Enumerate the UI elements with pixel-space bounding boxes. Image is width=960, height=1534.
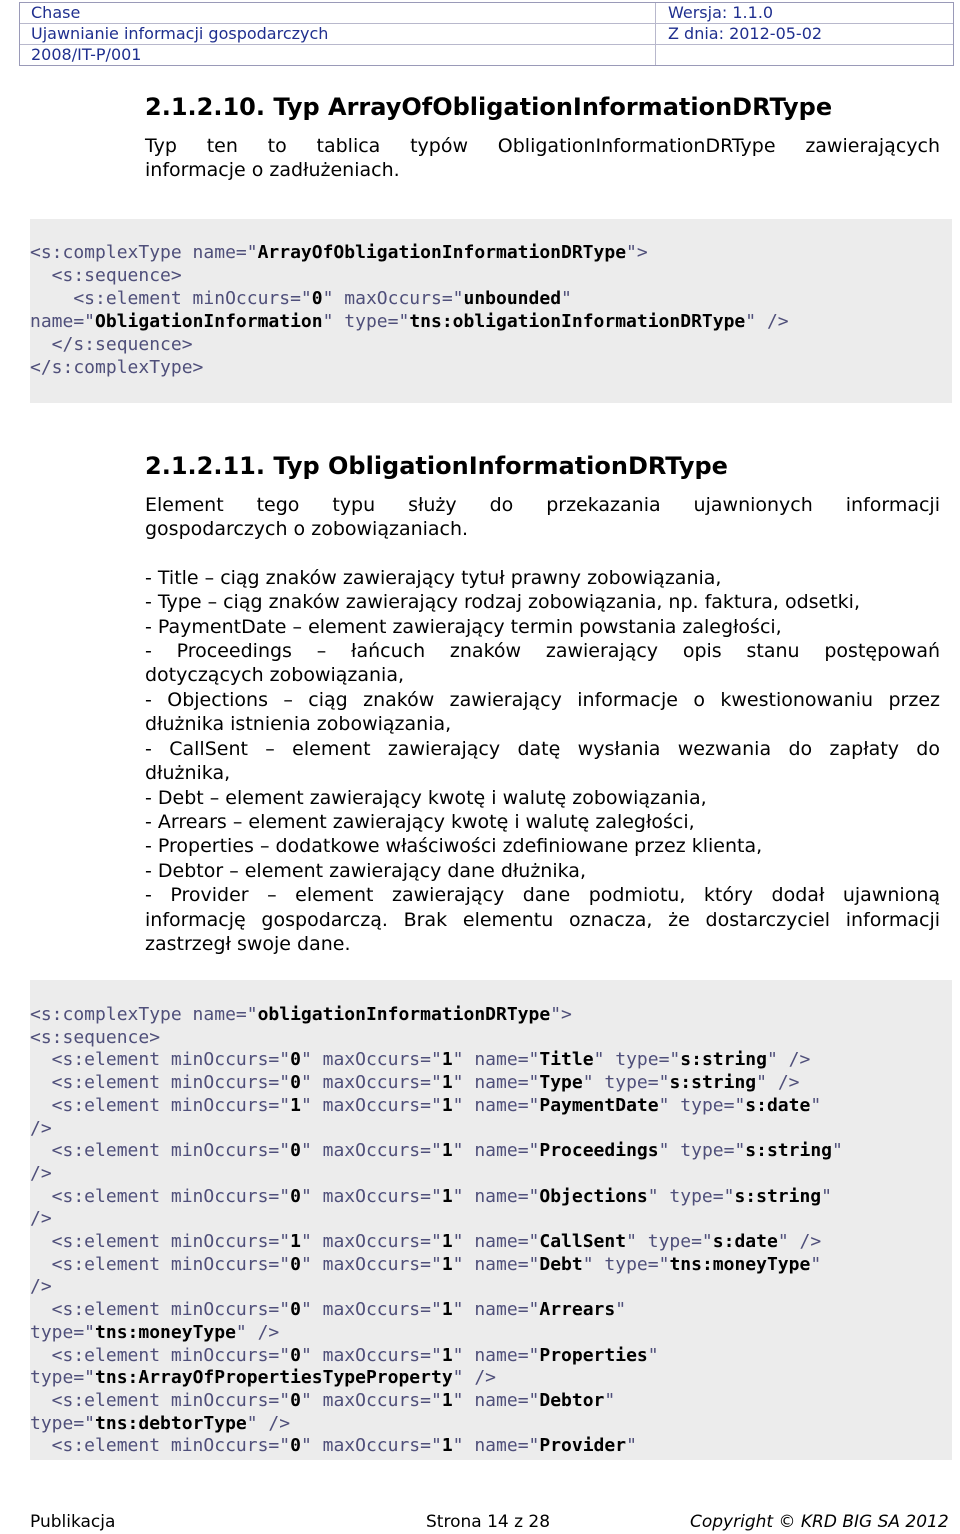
code-line: <s:element minOccurs="0" maxOccurs="1" name="Debtor" [30,1389,616,1411]
code-line: </s:sequence> [30,334,193,355]
footer-page-number: Strona 14 z 28 [426,1512,551,1532]
footer-copyright: Copyright © KRD BIG SA 2012 [690,1512,949,1532]
code-line: </s:complexType> [30,357,204,378]
field-list-line: - Objections – ciąg znaków zawierający informacje o kwestionowaniu przez [145,689,940,711]
code-line: /> [30,1208,52,1230]
field-list-line: zastrzegł swoje dane. [145,933,351,955]
code-line: <s:element minOccurs="0" maxOccurs="1" name="Debt" type="tns:moneyType" [30,1253,822,1275]
section-heading-obligation-type: 2.1.2.11. Typ ObligationInformationDRType [145,452,728,480]
section-desc-line: gospodarczych o zobowiązaniach. [145,518,469,540]
field-list-line: - Debt – element zawierający kwotę i walutę zobowiązania, [145,787,707,809]
header-empty-cell [656,45,953,65]
field-list-line: dotyczących zobowiązania, [145,664,405,686]
code-line: <s:element minOccurs="0" maxOccurs="1" name="Type" type="s:string" /> [30,1072,800,1094]
code-line: <s:element minOccurs="0" maxOccurs="unbounded" [30,288,572,309]
page-header [19,2,954,66]
field-list-line: - Provider – element zawierający dane podmiotu, który dodał ujawnioną [145,884,940,906]
field-list-line: - CallSent – element zawierający datę wysłania wezwania do zapłaty do [145,738,940,760]
code-line: <s:sequence> [30,1026,161,1048]
code-block-obligation-type [30,980,952,1460]
section-desc-line: informacje o zadłużeniach. [145,159,400,181]
header-project: Ujawnianie informacji gospodarczych [20,24,656,44]
field-list-line: - Arrears – element zawierający kwotę i walutę zaległości, [145,811,695,833]
header-code: 2008/IT-P/001 [20,45,656,65]
code-line: <s:sequence> [30,265,182,286]
code-line: <s:element minOccurs="0" maxOccurs="1" name="Title" type="s:string" /> [30,1049,811,1071]
code-line: type="tns:ArrayOfPropertiesTypeProperty" /> [30,1367,497,1389]
header-version: Wersja: 1.1.0 [668,3,774,22]
code-block-array-type [30,219,952,403]
section-desc-line: Element tego typu służy do przekazania ujawnionych informacji [145,494,940,516]
code-line: /> [30,1117,52,1139]
footer-publication: Publikacja [30,1512,116,1532]
section-heading-array-type: 2.1.2.10. Typ ArrayOfObligationInformationDRType [145,93,833,121]
header-app: Chase [20,3,656,23]
field-list-line: - Title – ciąg znaków zawierający tytuł prawny zobowiązania, [145,567,722,589]
code-line: <s:element minOccurs="1" maxOccurs="1" name="CallSent" type="s:date" /> [30,1231,822,1252]
field-list-line: - Proceedings – łańcuch znaków zawierający opis stanu postępowań [145,640,940,662]
field-list-line: - Type – ciąg znaków zawierający rodzaj zobowiązania, np. faktura, odsetki, [145,591,861,613]
code-line: <s:complexType name="obligationInformationDRType"> [30,1004,572,1025]
field-list-line: dłużnika istnienia zobowiązania, [145,713,452,735]
code-line: <s:element minOccurs="0" maxOccurs="1" name="Properties" [30,1344,659,1366]
code-line: /> [30,1162,52,1184]
code-line: <s:element minOccurs="0" maxOccurs="1" name="Proceedings" type="s:string" [30,1140,843,1162]
code-line: <s:element minOccurs="0" maxOccurs="1" name="Objections" type="s:string" [30,1185,832,1207]
code-line: <s:element minOccurs="0" maxOccurs="1" name="Provider" [30,1435,637,1457]
code-line: <s:element minOccurs="0" maxOccurs="1" name="Arrears" [30,1299,627,1321]
field-list-line: informację gospodarczą. Brak elementu oznacza, że dostarczyciel informacji [145,909,940,931]
field-list-line: - Properties – dodatkowe właściwości zdefiniowane przez klienta, [145,835,763,857]
field-list-line: - PaymentDate – element zawierający termin powstania zaległości, [145,616,782,638]
code-line: type="tns:moneyType" /> [30,1321,280,1343]
field-list-line: - Debtor – element zawierający dane dłużnika, [145,860,586,882]
code-line: <s:element minOccurs="1" maxOccurs="1" name="PaymentDate" type="s:date" [30,1094,822,1116]
code-line: /> [30,1276,52,1298]
section-desc-line: Typ ten to tablica typów ObligationInformationDRType zawierających [145,135,940,157]
header-date: Z dnia: 2012-05-02 [668,24,823,43]
code-line: type="tns:debtorType" /> [30,1412,291,1434]
field-list-line: dłużnika, [145,762,231,784]
code-line: name="ObligationInformation" type="tns:obligationInformationDRType" /> [30,311,789,332]
code-line: <s:complexType name="ArrayOfObligationInformationDRType"> [30,242,648,263]
